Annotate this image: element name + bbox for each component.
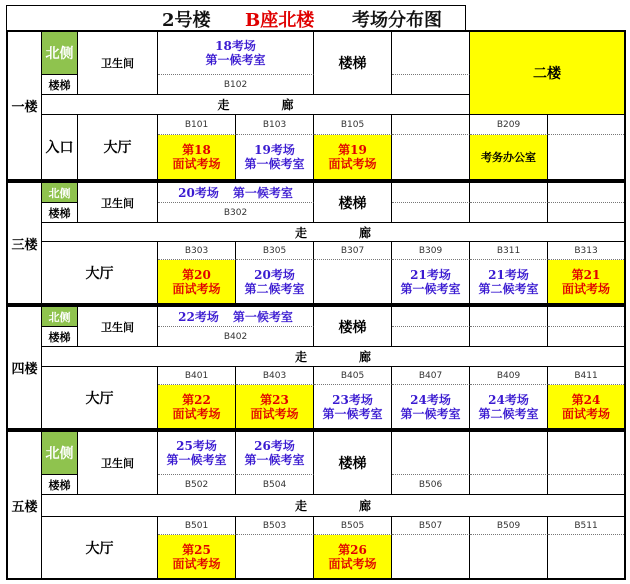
exam-number: 20考场 <box>178 185 219 200</box>
hall-label: 大厅 <box>42 367 158 429</box>
exam-room-type: 第一候考室 <box>232 309 293 324</box>
exam-26-waiting-room <box>236 432 314 475</box>
toilet-label: 卫生间 <box>78 183 158 223</box>
title-caption: 考场分布图 <box>352 9 442 31</box>
north-side-label: 北侧 <box>42 307 78 327</box>
corridor-char-1: 走 <box>294 350 307 364</box>
floor-label-1: 一楼 <box>8 32 42 180</box>
exam-room-type: 第一候考室 <box>232 185 293 200</box>
empty-cell <box>548 307 624 327</box>
exam-21-second-waiting-room <box>470 260 548 304</box>
room-number: B309 <box>392 242 470 260</box>
exam-room-type: 面试考场 <box>561 406 610 421</box>
exam-24-second-waiting-room <box>470 385 548 429</box>
room-number: B509 <box>470 517 548 535</box>
empty-cell <box>392 75 470 95</box>
empty-cell <box>392 432 470 475</box>
empty-cell <box>314 260 392 304</box>
stairs-label: 楼梯 <box>314 32 392 95</box>
exam-number: 第20 <box>182 267 211 282</box>
exam-number: 第23 <box>260 392 289 407</box>
exam-20-interview-room <box>158 260 236 304</box>
exam-number: 18考场 <box>215 39 256 53</box>
toilet-label: 卫生间 <box>78 307 158 347</box>
empty-cell <box>392 327 470 347</box>
stairs-label: 楼梯 <box>314 432 392 495</box>
corridor <box>42 347 624 367</box>
room-number: B505 <box>314 517 392 535</box>
floor-label-4: 四楼 <box>8 307 42 429</box>
exam-number: 19考场 <box>254 143 295 157</box>
entrance-label: 入口 <box>42 115 78 180</box>
corridor-char-2: 廊 <box>281 98 294 112</box>
room-number: B511 <box>548 517 624 535</box>
room-number: B101 <box>158 115 236 135</box>
stairs-label: 楼梯 <box>314 307 392 347</box>
exam-room-type: 面试考场 <box>172 281 221 296</box>
empty-cell <box>470 535 548 578</box>
exam-room-type: 第二候考室 <box>244 281 305 296</box>
room-number: B502 <box>158 475 236 495</box>
exam-22-waiting-room <box>158 307 314 327</box>
exam-number: 第22 <box>182 392 211 407</box>
empty-cell <box>548 135 624 180</box>
north-side-label: 北侧 <box>42 432 78 475</box>
exam-number: 21考场 <box>488 267 529 282</box>
stairs-small-label: 楼梯 <box>42 475 78 495</box>
exam-number: 24考场 <box>488 392 529 407</box>
room-number: B209 <box>470 115 548 135</box>
exam-26-interview-room <box>314 535 392 578</box>
empty-cell <box>392 135 470 180</box>
exam-21-waiting-room <box>392 260 470 304</box>
exam-room-type: 面试考场 <box>328 556 377 571</box>
exam-number: 23考场 <box>332 392 373 407</box>
empty-cell <box>548 535 624 578</box>
north-side-label: 北侧 <box>42 32 78 75</box>
exam-number: 21考场 <box>410 267 451 282</box>
empty-cell <box>548 327 624 347</box>
exam-25-waiting-room <box>158 432 236 475</box>
exam-number: 第25 <box>182 542 211 557</box>
corridor-char-2: 廊 <box>359 350 372 364</box>
empty-cell <box>236 535 314 578</box>
exam-number: 第24 <box>571 392 601 407</box>
exam-number: 26考场 <box>254 439 295 453</box>
room-number: B501 <box>158 517 236 535</box>
empty-cell <box>548 183 624 203</box>
exam-number: 25考场 <box>176 439 217 453</box>
north-side-label: 北侧 <box>42 183 78 203</box>
empty-cell <box>548 432 624 475</box>
exam-number: 22考场 <box>178 309 219 324</box>
exam-number: 第19 <box>338 143 367 157</box>
exam-22-interview-room <box>158 385 236 429</box>
room-number: B403 <box>236 367 314 385</box>
room-number: B105 <box>314 115 392 135</box>
page-title <box>6 5 466 31</box>
empty-cell <box>470 307 548 327</box>
exam-number: 24考场 <box>410 392 451 407</box>
hall-label: 大厅 <box>42 242 158 304</box>
corridor-char-2: 廊 <box>359 499 372 513</box>
hall-label: 大厅 <box>42 517 158 578</box>
corridor-char-2: 廊 <box>359 225 372 240</box>
empty-cell <box>392 32 470 75</box>
exam-19-interview-room <box>314 135 392 180</box>
exam-room-type: 第一候考室 <box>400 281 461 296</box>
empty-cell <box>470 432 548 475</box>
room-number: B305 <box>236 242 314 260</box>
room-number: B302 <box>158 203 314 223</box>
toilet-label: 卫生间 <box>78 32 158 95</box>
corridor <box>42 95 470 115</box>
room-number: B311 <box>470 242 548 260</box>
exam-room-type: 第一候考室 <box>244 157 305 171</box>
corridor <box>42 495 624 517</box>
empty-cell <box>392 183 470 203</box>
room-number: B303 <box>158 242 236 260</box>
exam-number: 第26 <box>338 542 367 557</box>
room-number: B503 <box>236 517 314 535</box>
exam-room-type: 面试考场 <box>328 157 377 171</box>
room-number: B102 <box>158 75 314 95</box>
toilet-label: 卫生间 <box>78 432 158 495</box>
empty-cell <box>548 203 624 223</box>
exam-18-interview-room <box>158 135 236 180</box>
room-number: B103 <box>236 115 314 135</box>
exam-room-type: 面试考场 <box>172 406 221 421</box>
corridor-char-1: 走 <box>294 499 307 513</box>
hall-label: 大厅 <box>78 115 158 180</box>
room-number: B307 <box>314 242 392 260</box>
exam-24-waiting-room <box>392 385 470 429</box>
exam-20-second-waiting-room <box>236 260 314 304</box>
exam-19-waiting-room <box>236 135 314 180</box>
exam-room-type: 第二候考室 <box>478 406 539 421</box>
exam-room-type: 面试考场 <box>172 556 221 571</box>
empty-cell <box>470 203 548 223</box>
exam-room-type: 第一候考室 <box>166 453 227 467</box>
corridor-char-1: 走 <box>217 98 230 112</box>
empty-cell <box>548 475 624 495</box>
empty-cell <box>392 535 470 578</box>
floor-label-5: 五楼 <box>8 432 42 578</box>
floor-plan-grid <box>6 30 626 580</box>
exam-room-type: 第二候考室 <box>478 281 539 296</box>
exam-room-type: 面试考场 <box>561 281 610 296</box>
exam-20-waiting-room <box>158 183 314 203</box>
room-number: B411 <box>548 367 624 385</box>
title-block: B座北楼 <box>245 9 315 31</box>
exam-number: 第21 <box>571 267 601 282</box>
room-number: B409 <box>470 367 548 385</box>
empty-cell <box>470 475 548 495</box>
empty-cell <box>548 115 624 135</box>
exam-25-interview-room <box>158 535 236 578</box>
stairs-small-label: 楼梯 <box>42 203 78 223</box>
exam-number: 20考场 <box>254 267 295 282</box>
exam-room-type: 面试考场 <box>172 157 221 171</box>
stairs-label: 楼梯 <box>314 183 392 223</box>
corridor-char-1: 走 <box>294 225 307 240</box>
empty-cell <box>392 307 470 327</box>
exam-23-interview-room <box>236 385 314 429</box>
room-number: B401 <box>158 367 236 385</box>
stairs-small-label: 楼梯 <box>42 327 78 347</box>
exam-18-waiting-room <box>158 32 314 75</box>
room-number: B313 <box>548 242 624 260</box>
exam-room-type: 第一候考室 <box>322 406 383 421</box>
room-number: B504 <box>236 475 314 495</box>
room-number: B507 <box>392 517 470 535</box>
exam-room-type: 第一候考室 <box>205 53 266 67</box>
room-number: B405 <box>314 367 392 385</box>
title-building: 2号楼 <box>162 9 211 31</box>
empty-cell <box>470 327 548 347</box>
empty-cell <box>470 183 548 203</box>
exam-office: 考务办公室 <box>470 135 548 180</box>
exam-number: 第18 <box>182 143 211 157</box>
corridor <box>42 223 624 242</box>
second-floor-block: 二楼 <box>470 32 624 115</box>
stairs-small-label: 楼梯 <box>42 75 78 95</box>
exam-room-type: 第一候考室 <box>400 406 461 421</box>
exam-room-type: 第一候考室 <box>244 453 305 467</box>
room-number: B402 <box>158 327 314 347</box>
exam-23-waiting-room <box>314 385 392 429</box>
floor-label-3: 三楼 <box>8 183 42 304</box>
exam-24-interview-room <box>548 385 624 429</box>
exam-21-interview-room <box>548 260 624 304</box>
room-number: B407 <box>392 367 470 385</box>
room-number: B506 <box>392 475 470 495</box>
empty-cell <box>392 115 470 135</box>
exam-room-type: 面试考场 <box>250 406 299 421</box>
empty-cell <box>392 203 470 223</box>
